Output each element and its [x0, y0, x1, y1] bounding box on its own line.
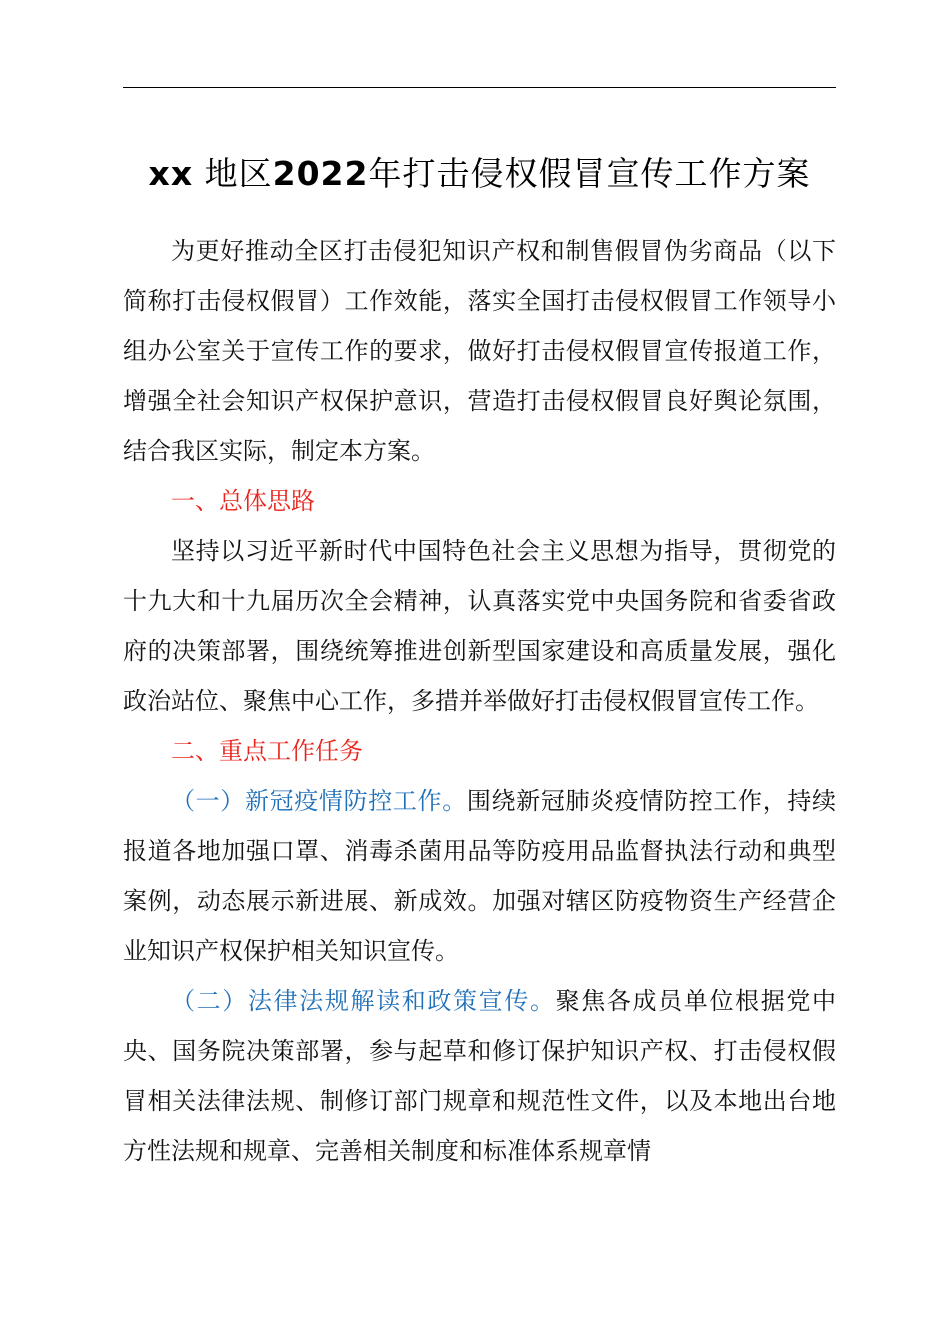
task-item-1	[123, 776, 836, 976]
section-body-overall: 坚持以习近平新时代中国特色社会主义思想为指导，贯彻党的十九大和十九届历次全会精神，认真落实党中央国务院和省委省政府的决策部署，围绕统筹推进创新型国家建设和高质量发展，强化政治站位、聚焦中心工作，多措并举做好打击侵权假冒宣传工作。	[123, 537, 836, 715]
title-region: 地区	[204, 154, 273, 193]
section-heading-overall: 一、总体思路	[171, 487, 315, 515]
intro-paragraph: 为更好推动全区打击侵犯知识产权和制售假冒伪劣商品（以下简称打击侵权假冒）工作效能，落实全国打击侵权假冒工作领导小组办公室关于宣传工作的要求，做好打击侵权假冒宣传报道工作，增强全社会知识产权保护意识，营造打击侵权假冒良好舆论氛围，结合我区实际，制定本方案。	[123, 237, 836, 465]
title-prefix: xx	[148, 154, 194, 193]
section-heading-tasks: 二、重点工作任务	[171, 737, 363, 765]
task-item-1-body: 围绕新冠肺炎疫情防控工作，持续报道各地加强口罩、消毒杀菌用品等防疫用品监督执法行动和典型案例，动态展示新进展、新成效。加强对辖区防疫物资生产经营企业知识产权保护相关知识宣传。	[123, 787, 837, 965]
top-divider	[123, 87, 836, 88]
document-body	[123, 226, 836, 1176]
task-item-2-heading: （二）法律法规解读和政策宣传。	[171, 987, 556, 1015]
task-item-1-heading: （一）新冠疫情防控工作。	[171, 787, 467, 815]
title-year: 2022	[272, 154, 369, 193]
task-item-2-body: 聚焦各成员单位根据党中央、国务院决策部署，参与起草和修订保护知识产权、打击侵权假冒相关法律法规、制修订部门规章和规范性文件，以及本地出台地方性法规和规章、完善相关制度和标准体系规章情	[123, 987, 837, 1165]
task-item-2	[123, 976, 836, 1176]
document-title	[123, 150, 836, 198]
title-suffix: 年打击侵权假冒宣传工作方案	[368, 154, 811, 193]
